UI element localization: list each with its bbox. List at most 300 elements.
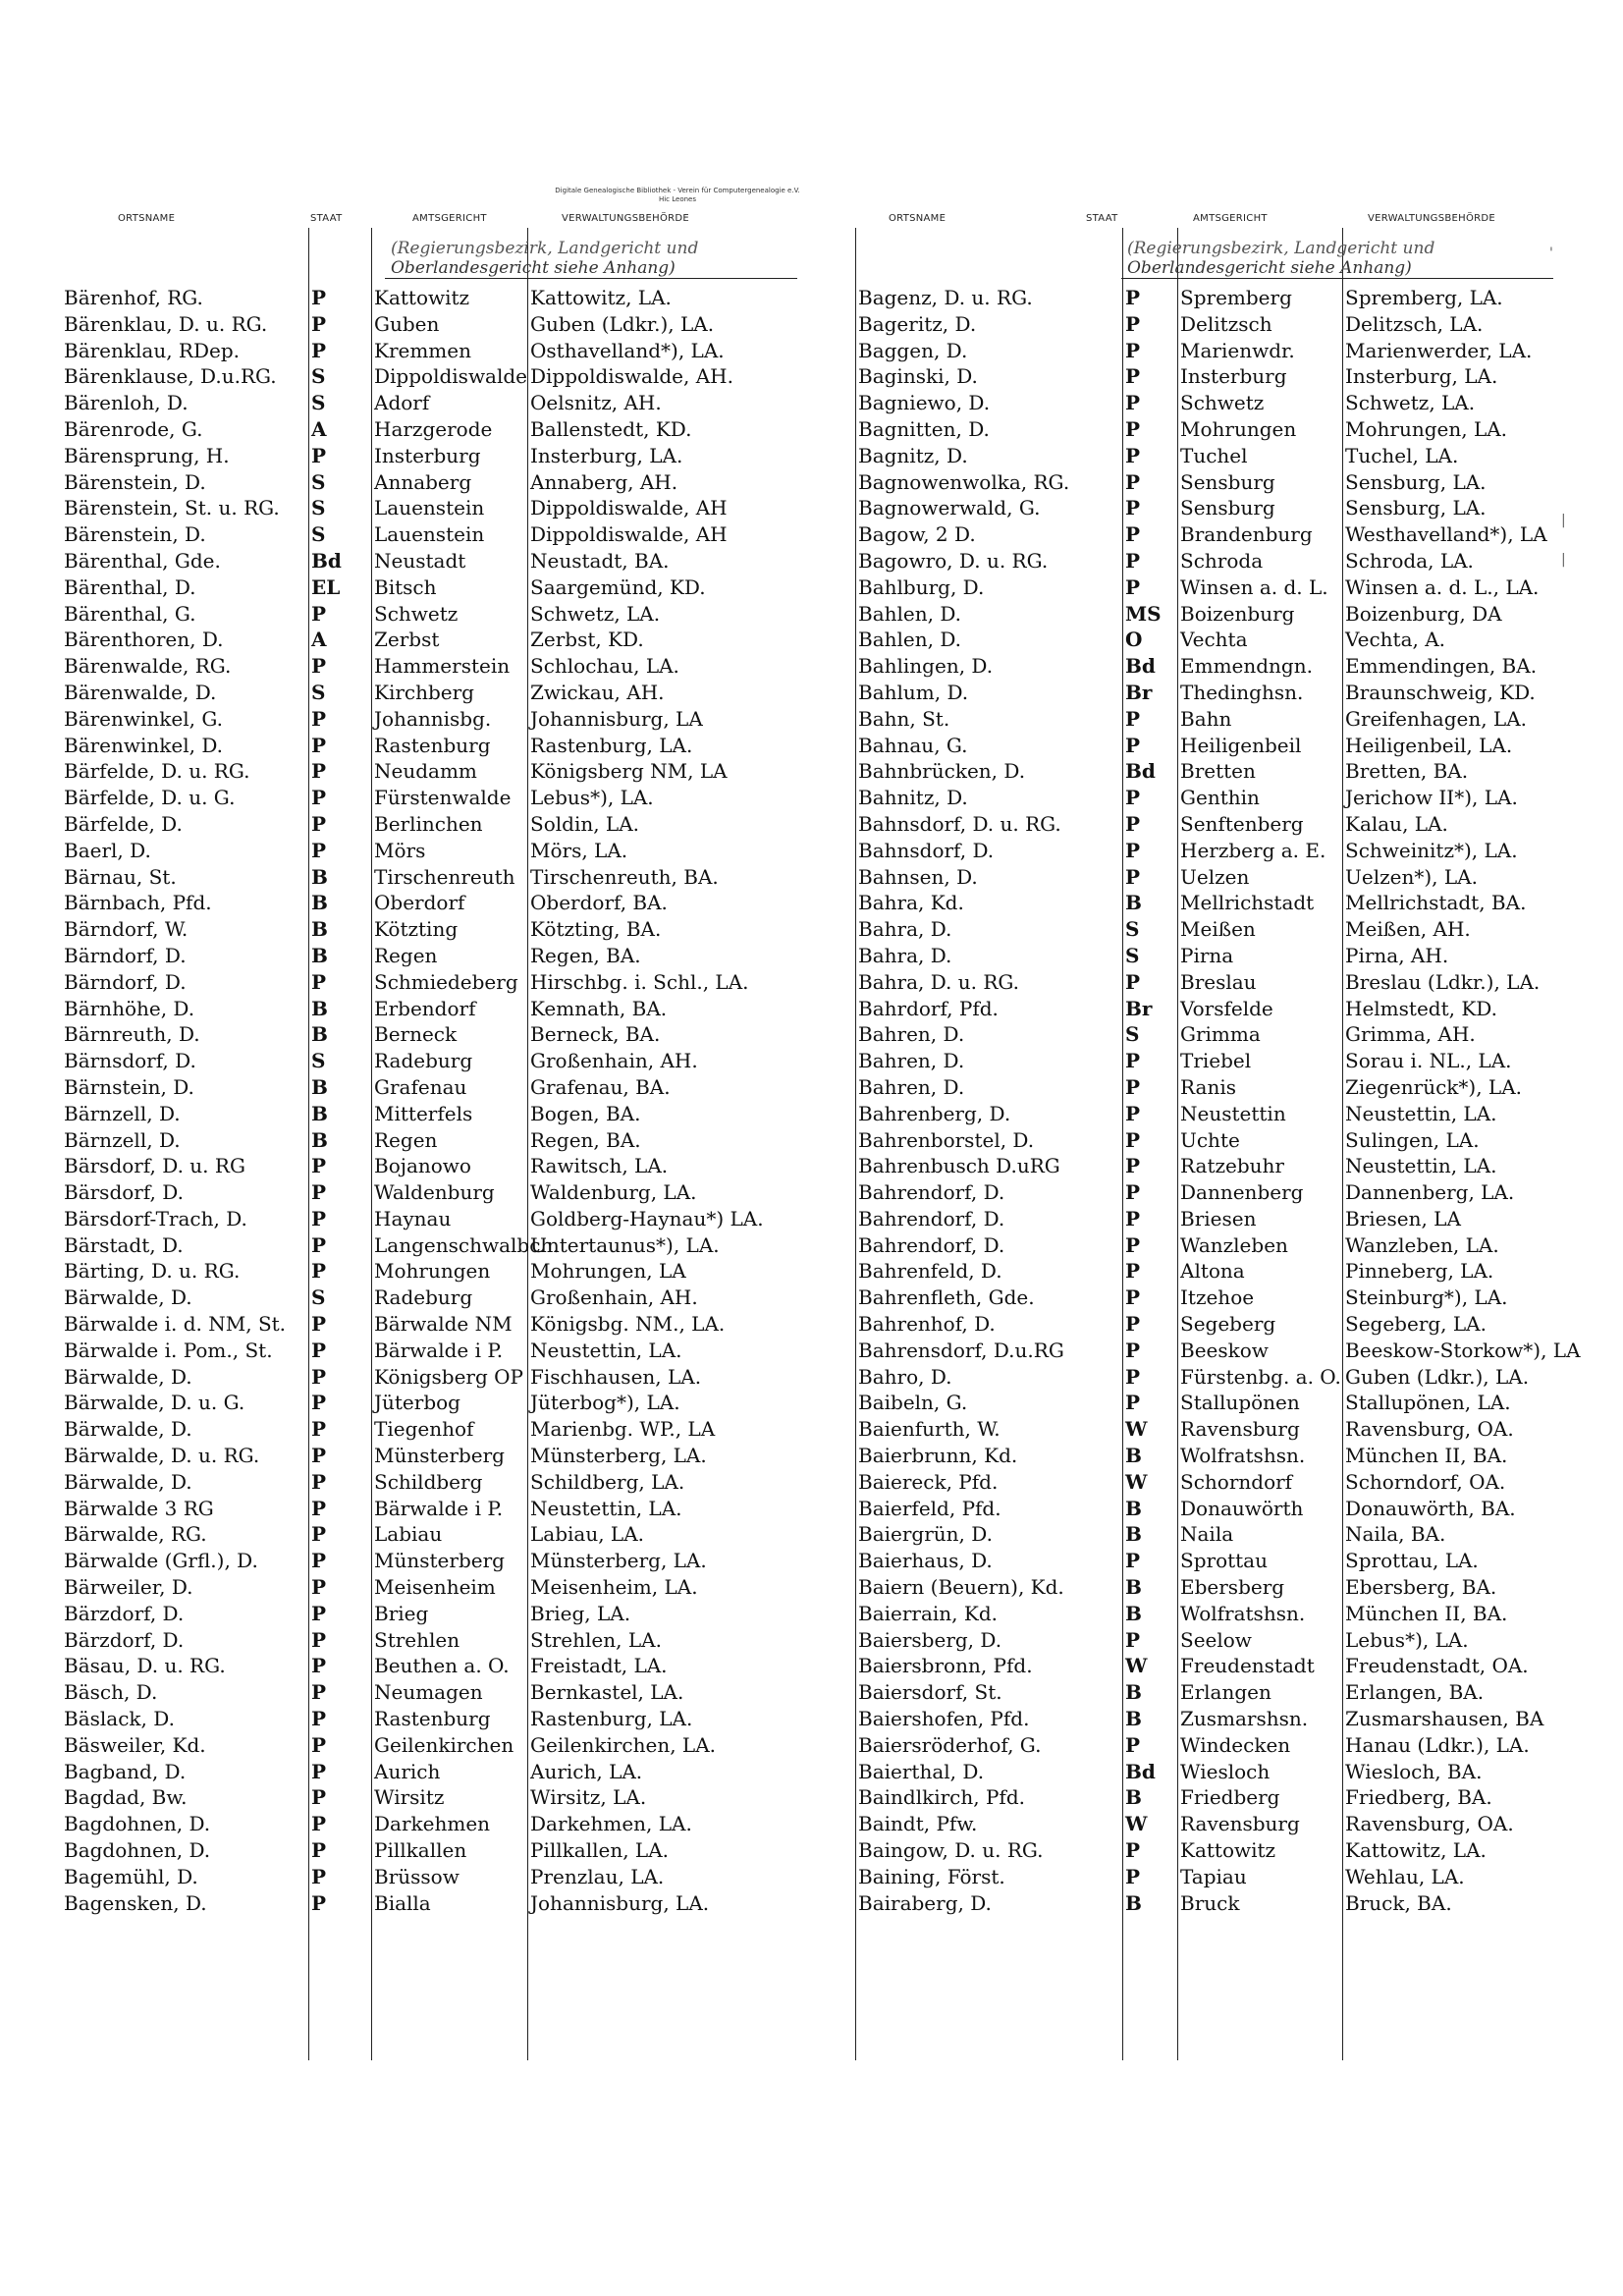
staat-cell: S	[311, 391, 326, 415]
staat-cell: P	[311, 1391, 327, 1415]
verwaltung-cell: Schorndorf, OA.	[1345, 1469, 1506, 1494]
header-ortsname-left: ORTSNAME	[118, 213, 176, 224]
ortsname-cell: Bahra, D. u. RG.	[858, 969, 1020, 994]
amtsgericht-cell: Guben	[374, 311, 440, 336]
verwaltung-cell: Meißen, AH.	[1345, 917, 1471, 942]
ortsname-cell: Bäslack, D.	[64, 1707, 175, 1731]
amtsgericht-cell: Altona	[1180, 1259, 1245, 1284]
staat-cell: P	[311, 1312, 327, 1337]
verwaltung-cell: Johannisburg, LA	[530, 706, 703, 731]
ortsname-cell: Bagnitz, D.	[858, 443, 968, 467]
staat-cell: P	[311, 706, 327, 731]
verwaltung-cell: Mohrungen, LA.	[1345, 416, 1508, 441]
table-row	[61, 1232, 1553, 1259]
ortsname-cell: Bärzdorf, D.	[64, 1601, 185, 1625]
ortsname-cell: Bahrenfeld, D.	[858, 1259, 1002, 1284]
staat-cell: P	[1125, 1338, 1141, 1362]
staat-cell: P	[311, 733, 327, 757]
table-row	[61, 733, 1553, 759]
staat-cell: P	[1125, 391, 1141, 415]
staat-cell: P	[311, 1680, 327, 1705]
verwaltung-cell: Prenzlau, LA.	[530, 1864, 665, 1888]
verwaltung-cell: Schweinitz*), LA.	[1345, 838, 1518, 862]
ortsname-cell: Bärsdorf, D.	[64, 1180, 184, 1205]
ortsname-cell: Bärnzell, D.	[64, 1127, 181, 1152]
staat-cell: B	[1125, 1575, 1142, 1600]
staat-cell: P	[311, 1417, 327, 1442]
verwaltung-cell: Bernkastel, LA.	[530, 1680, 684, 1705]
ortsname-cell: Bärwalde, D. u. RG.	[64, 1444, 260, 1468]
amtsgericht-cell: Berneck	[374, 1022, 458, 1047]
credit-line-1: Digitale Genealogische Bibliothek - Verein für Computergenealogie e.V.	[555, 187, 800, 194]
verwaltung-cell: Rastenburg, LA.	[530, 1707, 693, 1731]
amtsgericht-cell: Bialla	[374, 1890, 431, 1915]
staat-cell: P	[311, 286, 327, 309]
table-row	[61, 1206, 1553, 1232]
staat-cell: Bd	[1125, 1759, 1156, 1783]
staat-cell: B	[311, 1022, 328, 1047]
verwaltung-cell: Beeskow-Storkow*), LA	[1345, 1338, 1581, 1362]
staat-cell: P	[1125, 1864, 1141, 1888]
verwaltung-cell: Königsbg. NM., LA.	[530, 1312, 726, 1337]
staat-cell: B	[1125, 891, 1142, 915]
ortsname-cell: Bärenwinkel, G.	[64, 706, 223, 731]
verwaltung-cell: Tuchel, LA.	[1345, 443, 1459, 467]
amtsgericht-cell: Haynau	[374, 1206, 452, 1230]
amtsgericht-cell: Annaberg	[374, 469, 472, 494]
staat-cell: P	[311, 969, 327, 994]
table-row	[61, 1601, 1553, 1627]
amtsgericht-cell: Marienwdr.	[1180, 338, 1295, 362]
ortsname-cell: Bagensken, D.	[64, 1890, 207, 1915]
amtsgericht-cell: Heiligenbeil	[1180, 733, 1302, 757]
ortsname-cell: Bärenklau, D. u. RG.	[64, 311, 268, 336]
verwaltung-cell: Dippoldiswalde, AH	[530, 522, 728, 547]
table-row	[61, 601, 1553, 628]
table-row	[61, 1706, 1553, 1732]
staat-cell: P	[1125, 1285, 1141, 1310]
ortsname-cell: Bärenklause, D.u.RG.	[64, 364, 277, 389]
amtsgericht-cell: Thedinghsn.	[1180, 680, 1304, 704]
ortsname-cell: Bahrendorf, D.	[858, 1206, 1005, 1230]
staat-cell: P	[1125, 443, 1141, 467]
amtsgericht-cell: Itzehoe	[1180, 1285, 1255, 1310]
staat-cell: P	[311, 338, 327, 362]
verwaltung-cell: Saargemünd, KD.	[530, 574, 706, 599]
ortsname-cell: Bahrenfleth, Gde.	[858, 1285, 1035, 1310]
ortsname-cell: Bärnsdorf, D.	[64, 1049, 196, 1073]
ortsname-cell: Bärenwalde, RG.	[64, 654, 232, 679]
staat-cell: P	[1125, 1732, 1141, 1757]
staat-cell: MS	[1125, 601, 1162, 626]
amtsgericht-cell: Schildberg	[374, 1469, 483, 1494]
verwaltung-cell: Dannenberg, LA.	[1345, 1180, 1515, 1205]
table-row	[61, 1548, 1553, 1574]
ortsname-cell: Bahrenhof, D.	[858, 1312, 996, 1337]
amtsgericht-cell: Sprottau	[1180, 1549, 1268, 1573]
table-row	[61, 1574, 1553, 1601]
verwaltung-cell: Großenhain, AH.	[530, 1049, 698, 1073]
verwaltung-cell: Greifenhagen, LA.	[1345, 706, 1528, 731]
staat-cell: P	[1125, 706, 1141, 731]
amtsgericht-cell: Schwetz	[1180, 391, 1265, 415]
amtsgericht-cell: Berlinchen	[374, 811, 483, 836]
ortsname-cell: Baerl, D.	[64, 838, 151, 862]
table-row	[61, 627, 1553, 653]
amtsgericht-cell: Brieg	[374, 1601, 429, 1625]
staat-cell: B	[1125, 1496, 1142, 1520]
amtsgericht-cell: Regen	[374, 1127, 438, 1152]
amtsgericht-cell: Friedberg	[1180, 1785, 1280, 1810]
verwaltung-cell: Friedberg, BA.	[1345, 1785, 1492, 1810]
ortsname-cell: Bärndorf, D.	[64, 943, 187, 967]
amtsgericht-cell: Vorsfelde	[1180, 996, 1273, 1020]
verwaltung-cell: Grafenau, BA.	[530, 1074, 671, 1099]
staat-cell: P	[311, 1812, 327, 1836]
staat-cell: P	[1125, 1180, 1141, 1205]
ortsname-cell: Baindlkirch, Pfd.	[858, 1785, 1025, 1810]
ortsname-cell: Bagdohnen, D.	[64, 1838, 211, 1863]
ortsname-cell: Bärenwalde, D.	[64, 680, 217, 704]
ortsname-cell: Bärndorf, W.	[64, 917, 189, 942]
verwaltung-cell: Berneck, BA.	[530, 1022, 661, 1047]
verwaltung-cell: Mohrungen, LA	[530, 1259, 686, 1284]
staat-cell: P	[311, 601, 327, 626]
amtsgericht-cell: Ranis	[1180, 1074, 1236, 1099]
amtsgericht-cell: Wiesloch	[1180, 1759, 1271, 1783]
header-staat-right: STAAT	[1086, 213, 1118, 224]
staat-cell: P	[1125, 1074, 1141, 1099]
amtsgericht-cell: Schwetz	[374, 601, 459, 626]
ortsname-cell: Bärenrode, G.	[64, 416, 203, 441]
verwaltung-cell: Schroda, LA.	[1345, 548, 1474, 573]
ortsname-cell: Bahlingen, D.	[858, 654, 994, 679]
verwaltung-cell: Neustettin, LA.	[1345, 1154, 1497, 1178]
ortsname-cell: Bärenwinkel, D.	[64, 733, 224, 757]
ortsname-cell: Bärting, D. u. RG.	[64, 1259, 241, 1284]
verwaltung-cell: Schlochau, LA.	[530, 654, 679, 679]
verwaltung-cell: Johannisburg, LA.	[530, 1890, 710, 1915]
amtsgericht-cell: Emmendngn.	[1180, 654, 1313, 679]
table-row	[61, 1679, 1553, 1706]
table-row	[61, 1021, 1553, 1048]
amtsgericht-cell: Rastenburg	[374, 733, 491, 757]
verwaltung-cell: Zerbst, KD.	[530, 628, 644, 652]
verwaltung-cell: Boizenburg, DA	[1345, 601, 1502, 626]
staat-cell: B	[311, 1074, 328, 1099]
verwaltung-cell: Steinburg*), LA.	[1345, 1285, 1508, 1310]
amtsgericht-cell: Tuchel	[1180, 443, 1248, 467]
staat-cell: P	[311, 1575, 327, 1600]
staat-cell: Br	[1125, 996, 1153, 1020]
amtsgericht-cell: Pillkallen	[374, 1838, 467, 1863]
amtsgericht-cell: Münsterberg	[374, 1549, 505, 1573]
staat-cell: P	[1125, 416, 1141, 441]
ortsname-cell: Bärwalde i. d. NM, St.	[64, 1312, 287, 1337]
ortsname-cell: Bahrensdorf, D.u.RG	[858, 1338, 1064, 1362]
amtsgericht-cell: Regen	[374, 943, 438, 967]
amtsgericht-cell: Kirchberg	[374, 680, 474, 704]
amtsgericht-cell: Breslau	[1180, 969, 1257, 994]
staat-cell: P	[311, 1785, 327, 1810]
ortsname-cell: Bärstadt, D.	[64, 1232, 184, 1257]
amtsgericht-cell: Königsberg OP	[374, 1364, 524, 1389]
verwaltung-cell: Helmstedt, KD.	[1345, 996, 1497, 1020]
verwaltung-cell: Sorau i. NL., LA.	[1345, 1049, 1512, 1073]
amtsgericht-cell: Strehlen	[374, 1627, 460, 1652]
staat-cell: S	[311, 469, 326, 494]
staat-cell: P	[1125, 1364, 1141, 1389]
ortsname-cell: Bahrendorf, D.	[858, 1180, 1005, 1205]
header-verwaltung-right: VERWALTUNGSBEHÖRDE	[1368, 213, 1496, 224]
ortsname-cell: Bärndorf, D.	[64, 969, 187, 994]
staat-cell: P	[311, 1206, 327, 1230]
amtsgericht-cell: Mitterfels	[374, 1101, 473, 1125]
table-row	[61, 653, 1553, 680]
staat-cell: B	[1125, 1680, 1142, 1705]
ortsname-cell: Bagemühl, D.	[64, 1864, 198, 1888]
verwaltung-cell: Neustettin, LA.	[530, 1496, 682, 1520]
ortsname-cell: Bärenthal, G.	[64, 601, 196, 626]
amtsgericht-cell: Seelow	[1180, 1627, 1252, 1652]
ortsname-cell: Bahra, D.	[858, 917, 952, 942]
amtsgericht-cell: Mellrichstadt	[1180, 891, 1315, 915]
amtsgericht-cell: Uchte	[1180, 1127, 1240, 1152]
amtsgericht-cell: Delitzsch	[1180, 311, 1272, 336]
table-row	[61, 758, 1553, 785]
subheader-line-2: Oberlandesgericht siehe Anhang)	[391, 258, 676, 278]
amtsgericht-cell: Ratzebuhr	[1180, 1154, 1284, 1178]
table-row	[61, 1101, 1553, 1127]
ortsname-cell: Bahnbrücken, D.	[858, 759, 1026, 784]
staat-cell: P	[1125, 1549, 1141, 1573]
staat-cell: P	[1125, 1312, 1141, 1337]
verwaltung-cell: Jüterbog*), LA.	[530, 1391, 680, 1415]
header-verwaltung-left: VERWALTUNGSBEHÖRDE	[562, 213, 690, 224]
staat-cell: P	[1125, 1127, 1141, 1152]
staat-cell: P	[311, 1732, 327, 1757]
amtsgericht-cell: Vechta	[1180, 628, 1248, 652]
ortsname-cell: Bagdad, Bw.	[64, 1785, 188, 1810]
staat-cell: P	[311, 1364, 327, 1389]
verwaltung-cell: Ravensburg, OA.	[1345, 1812, 1514, 1836]
table-row	[61, 1258, 1553, 1285]
verwaltung-cell: Brieg, LA.	[530, 1601, 631, 1625]
ortsname-cell: Baienfurth, W.	[858, 1417, 1001, 1442]
table-row	[61, 1338, 1581, 1364]
ortsname-cell: Bärnstein, D.	[64, 1074, 194, 1099]
verwaltung-cell: Mörs, LA.	[530, 838, 628, 862]
verwaltung-cell: Freudenstadt, OA.	[1345, 1654, 1529, 1678]
amtsgericht-cell: Adorf	[374, 391, 430, 415]
verwaltung-cell: Wehlau, LA.	[1345, 1864, 1465, 1888]
ortsname-cell: Bärfelde, D. u. G.	[64, 786, 236, 810]
verwaltung-cell: Regen, BA.	[530, 1127, 641, 1152]
verwaltung-cell: Meisenheim, LA.	[530, 1575, 698, 1600]
verwaltung-cell: Erlangen, BA.	[1345, 1680, 1485, 1705]
ortsname-cell: Bärwalde, D.	[64, 1469, 192, 1494]
amtsgericht-cell: Jüterbog	[374, 1391, 460, 1415]
amtsgericht-cell: Naila	[1180, 1522, 1234, 1547]
verwaltung-cell: Münsterberg, LA.	[530, 1444, 707, 1468]
staat-cell: P	[1125, 522, 1141, 547]
staat-cell: A	[311, 416, 327, 441]
staat-cell: P	[1125, 1232, 1141, 1257]
ortsname-cell: Bärenstein, D.	[64, 522, 206, 547]
staat-cell: P	[311, 811, 327, 836]
amtsgericht-cell: Briesen	[1180, 1206, 1257, 1230]
amtsgericht-cell: Ebersberg	[1180, 1575, 1285, 1600]
amtsgericht-cell: Langenschwalbch.	[374, 1232, 560, 1257]
staat-cell: B	[311, 864, 328, 889]
verwaltung-cell: Naila, BA.	[1345, 1522, 1446, 1547]
verwaltung-cell: Guben (Ldkr.), LA.	[1345, 1364, 1530, 1389]
amtsgericht-cell: Dannenberg	[1180, 1180, 1304, 1205]
ortsname-cell: Bärenhof, RG.	[64, 286, 203, 309]
amtsgericht-cell: Dippoldiswalde	[374, 364, 528, 389]
amtsgericht-cell: Zusmarshsn.	[1180, 1707, 1309, 1731]
verwaltung-cell: Donauwörth, BA.	[1345, 1496, 1516, 1520]
staat-cell: Bd	[311, 548, 342, 573]
ortsname-cell: Baiergrün, D.	[858, 1522, 993, 1547]
staat-cell: EL	[311, 574, 341, 599]
ortsname-cell: Bageritz, D.	[858, 311, 977, 336]
staat-cell: O	[1125, 628, 1143, 652]
digitization-credit	[491, 187, 864, 204]
ortsname-cell: Bahnsdorf, D.	[858, 838, 995, 862]
staat-cell: P	[311, 1444, 327, 1468]
staat-cell: A	[311, 628, 327, 652]
staat-cell: P	[311, 1338, 327, 1362]
amtsgericht-cell: Senftenberg	[1180, 811, 1304, 836]
ortsname-cell: Bärenthal, D.	[64, 574, 196, 599]
verwaltung-cell: Dippoldiswalde, AH.	[530, 364, 733, 389]
table-row	[61, 311, 1553, 338]
table-row	[61, 1127, 1553, 1154]
table-row	[61, 1390, 1553, 1416]
ortsname-cell: Bärnreuth, D.	[64, 1022, 200, 1047]
amtsgericht-cell: Boizenburg	[1180, 601, 1295, 626]
amtsgericht-cell: Stallupönen	[1180, 1391, 1300, 1415]
staat-cell: P	[311, 786, 327, 810]
amtsgericht-cell: Neumagen	[374, 1680, 483, 1705]
column-headers	[0, 213, 1623, 229]
amtsgericht-cell: Brüssow	[374, 1864, 460, 1888]
ortsname-cell: Bahrenborstel, D.	[858, 1127, 1035, 1152]
ortsname-cell: Baginski, D.	[858, 364, 978, 389]
ortsname-cell: Bagnowerwald, G.	[858, 496, 1041, 520]
amtsgericht-cell: Oberdorf	[374, 891, 465, 915]
header-ortsname-right: ORTSNAME	[889, 213, 947, 224]
amtsgericht-cell: Neustettin	[1180, 1101, 1286, 1125]
table-row	[61, 1811, 1553, 1837]
table-row	[61, 363, 1553, 390]
staat-cell: P	[311, 1522, 327, 1547]
verwaltung-cell: Sulingen, LA.	[1345, 1127, 1480, 1152]
ortsname-cell: Bagow, 2 D.	[858, 522, 976, 547]
staat-cell: P	[311, 1707, 327, 1731]
ortsname-cell: Bagband, D.	[64, 1759, 187, 1783]
staat-cell: P	[311, 1601, 327, 1625]
amtsgericht-cell: Mohrungen	[1180, 416, 1297, 441]
staat-cell: P	[1125, 733, 1141, 757]
table-row	[61, 838, 1553, 864]
staat-cell: P	[1125, 1154, 1141, 1178]
amtsgericht-cell: Pirna	[1180, 943, 1234, 967]
staat-cell: P	[1125, 786, 1141, 810]
staat-cell: P	[311, 1864, 327, 1888]
amtsgericht-cell: Lauenstein	[374, 496, 485, 520]
verwaltung-cell: Zwickau, AH.	[530, 680, 665, 704]
ortsname-cell: Bagniewo, D.	[858, 391, 991, 415]
table-row	[61, 1784, 1553, 1811]
table-row	[61, 416, 1553, 443]
amtsgericht-cell: Neudamm	[374, 759, 477, 784]
staat-cell: B	[311, 943, 328, 967]
amtsgericht-cell: Schroda	[1180, 548, 1264, 573]
amtsgericht-cell: Johannisbg.	[374, 706, 492, 731]
ortsname-cell: Bärenstein, St. u. RG.	[64, 496, 280, 520]
verwaltung-cell: Braunschweig, KD.	[1345, 680, 1536, 704]
verwaltung-cell: Bretten, BA.	[1345, 759, 1469, 784]
ortsname-cell: Bahlen, D.	[858, 628, 962, 652]
verwaltung-cell: Westhavelland*), LA	[1345, 522, 1547, 547]
amtsgericht-cell: Fürstenwalde	[374, 786, 512, 810]
margin-mark: |	[1561, 552, 1566, 568]
table-row	[61, 338, 1553, 364]
table-row	[61, 943, 1553, 969]
staat-cell: P	[311, 654, 327, 679]
amtsgericht-cell: Meißen	[1180, 917, 1256, 942]
staat-cell: P	[1125, 574, 1141, 599]
verwaltung-cell: Neustettin, LA.	[530, 1338, 682, 1362]
staat-cell: B	[311, 1101, 328, 1125]
staat-cell: P	[1125, 286, 1141, 309]
verwaltung-cell: Winsen a. d. L., LA.	[1345, 574, 1540, 599]
verwaltung-cell: Kötzting, BA.	[530, 917, 662, 942]
amtsgericht-cell: Wirsitz	[374, 1785, 445, 1810]
verwaltung-cell: Ebersberg, BA.	[1345, 1575, 1497, 1600]
ortsname-cell: Bagowro, D. u. RG.	[858, 548, 1049, 573]
verwaltung-cell: Schwetz, LA.	[530, 601, 661, 626]
table-row	[61, 1759, 1553, 1785]
staat-cell: P	[1125, 338, 1141, 362]
amtsgericht-cell: Winsen a. d. L.	[1180, 574, 1328, 599]
verwaltung-cell: Dippoldiswalde, AH	[530, 496, 728, 520]
table-row	[61, 969, 1553, 996]
ortsname-cell: Bahren, D.	[858, 1049, 965, 1073]
verwaltung-cell: Marienwerder, LA.	[1345, 338, 1533, 362]
amtsgericht-cell: Windecken	[1180, 1732, 1291, 1757]
table-row	[61, 1153, 1553, 1179]
verwaltung-cell: Oelsnitz, AH.	[530, 391, 662, 415]
table-row	[61, 996, 1553, 1022]
ortsname-cell: Baiersbronn, Pfd.	[858, 1654, 1033, 1678]
verwaltung-cell: Neustadt, BA.	[530, 548, 670, 573]
amtsgericht-cell: Fürstenbg. a. O.	[1180, 1364, 1341, 1389]
amtsgericht-cell: Bojanowo	[374, 1154, 471, 1178]
staat-cell: Br	[1125, 680, 1153, 704]
staat-cell: S	[311, 364, 326, 389]
subheader-left	[385, 228, 797, 279]
amtsgericht-cell: Genthin	[1180, 786, 1260, 810]
amtsgericht-cell: Insterburg	[1180, 364, 1287, 389]
verwaltung-cell: Lebus*), LA.	[530, 786, 654, 810]
amtsgericht-cell: Bahn	[1180, 706, 1232, 731]
staat-cell: P	[1125, 864, 1141, 889]
ortsname-cell: Bagnowenwolka, RG.	[858, 469, 1070, 494]
ortsname-cell: Bärenstein, D.	[64, 469, 206, 494]
